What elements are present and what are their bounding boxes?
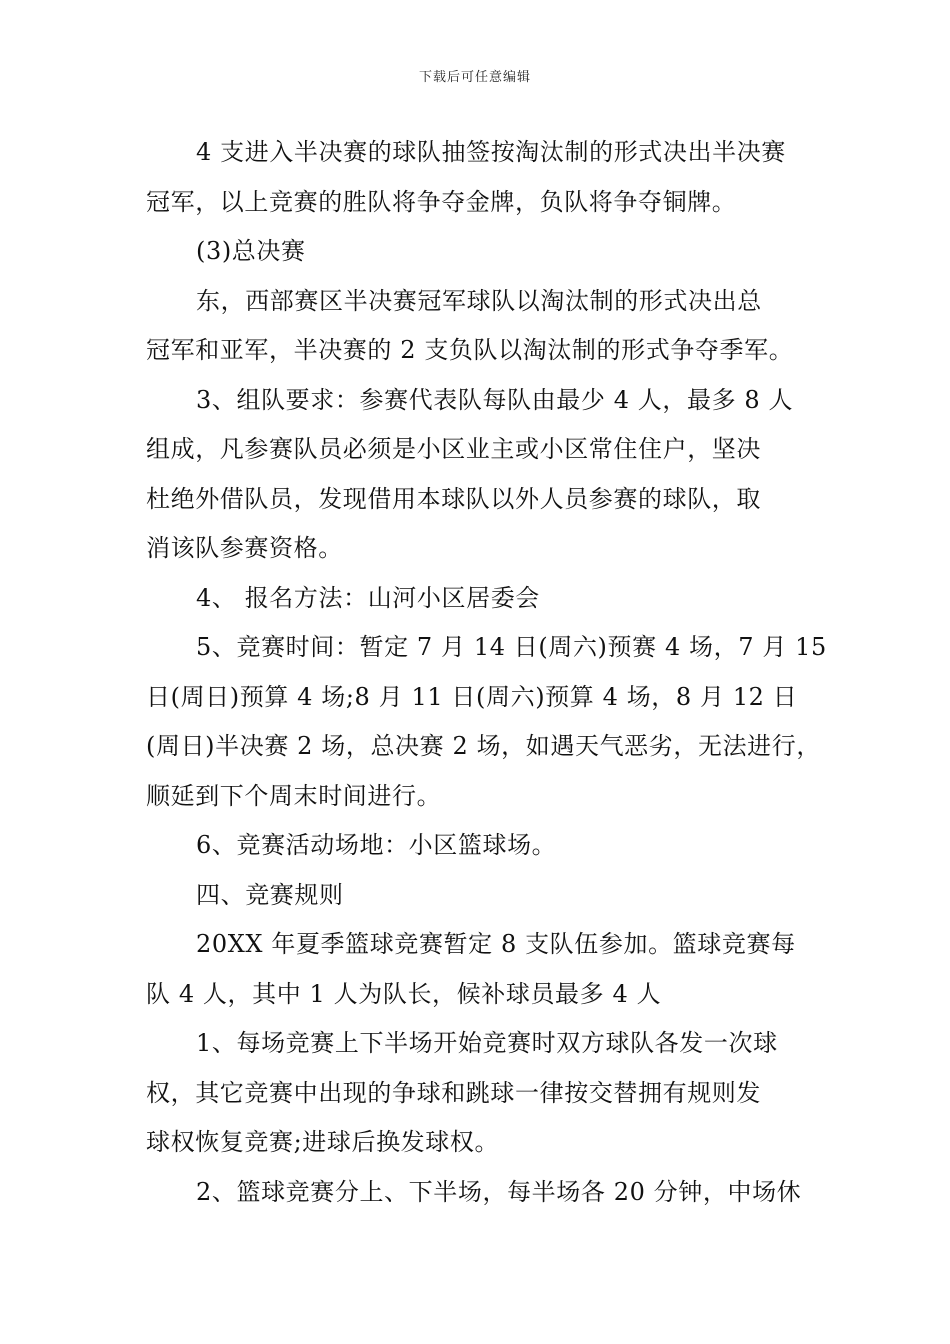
paragraph-line: 消该队参赛资格。 [146,534,343,562]
paragraph-line: 3、组队要求：参赛代表队每队由最少 4 人，最多 8 人 [196,385,794,414]
paragraph-line: 东，西部赛区半决赛冠军球队以淘汰制的形式决出总 [196,286,762,315]
paragraph-line: 顺延到下个周末时间进行。 [146,781,442,810]
paragraph-line: 4 支进入半决赛的球队抽签按淘汰制的形式决出半决赛 [196,138,786,166]
paragraph-line: 5、竞赛时间：暂定 7 月 14 日(周六)预赛 4 场，7 月 15 [196,633,827,661]
paragraph-line: 日(周日)预算 4 场;8 月 11 日(周六)预算 4 场，8 月 12 日 [146,682,798,711]
paragraph-line: 4、 报名方法：山河小区居委会 [196,583,540,612]
paragraph-line: (周日)半决赛 2 场，总决赛 2 场，如遇天气恶劣，无法进行， [146,732,821,760]
paragraph-line: 20XX 年夏季篮球竞赛暂定 8 支队伍参加。篮球竞赛每 [196,930,796,958]
paragraph-line: 组成，凡参赛队员必须是小区业主或小区常住住户，坚决 [146,435,761,463]
section-heading: 四、竞赛规则 [196,880,344,909]
paragraph-line: 冠军和亚军，半决赛的 2 支负队以淘汰制的形式争夺季军。 [146,336,794,364]
paragraph-line: 2、篮球竞赛分上、下半场，每半场各 20 分钟，中场休 [196,1177,802,1206]
paragraph-line: 权，其它竞赛中出现的争球和跳球一律按交替拥有规则发 [146,1078,761,1107]
paragraph-line: 1、每场竞赛上下半场开始竞赛时双方球队各发一次球 [196,1029,778,1057]
paragraph-line: 6、竞赛活动场地：小区篮球场。 [196,831,557,859]
paragraph-line: 队 4 人，其中 1 人为队长，候补球员最多 4 人 [146,979,662,1008]
page-header: 下载后可任意编辑 [418,70,531,85]
paragraph-line: 杜绝外借队员，发现借用本球队以外人员参赛的球队，取 [146,484,761,513]
section-heading: (3)总决赛 [196,237,306,265]
paragraph-line: 球权恢复竞赛;进球后换发球权。 [146,1128,500,1156]
document-body [146,128,826,1217]
paragraph-line: 冠军，以上竞赛的胜队将争夺金牌，负队将争夺铜牌。 [146,187,737,216]
